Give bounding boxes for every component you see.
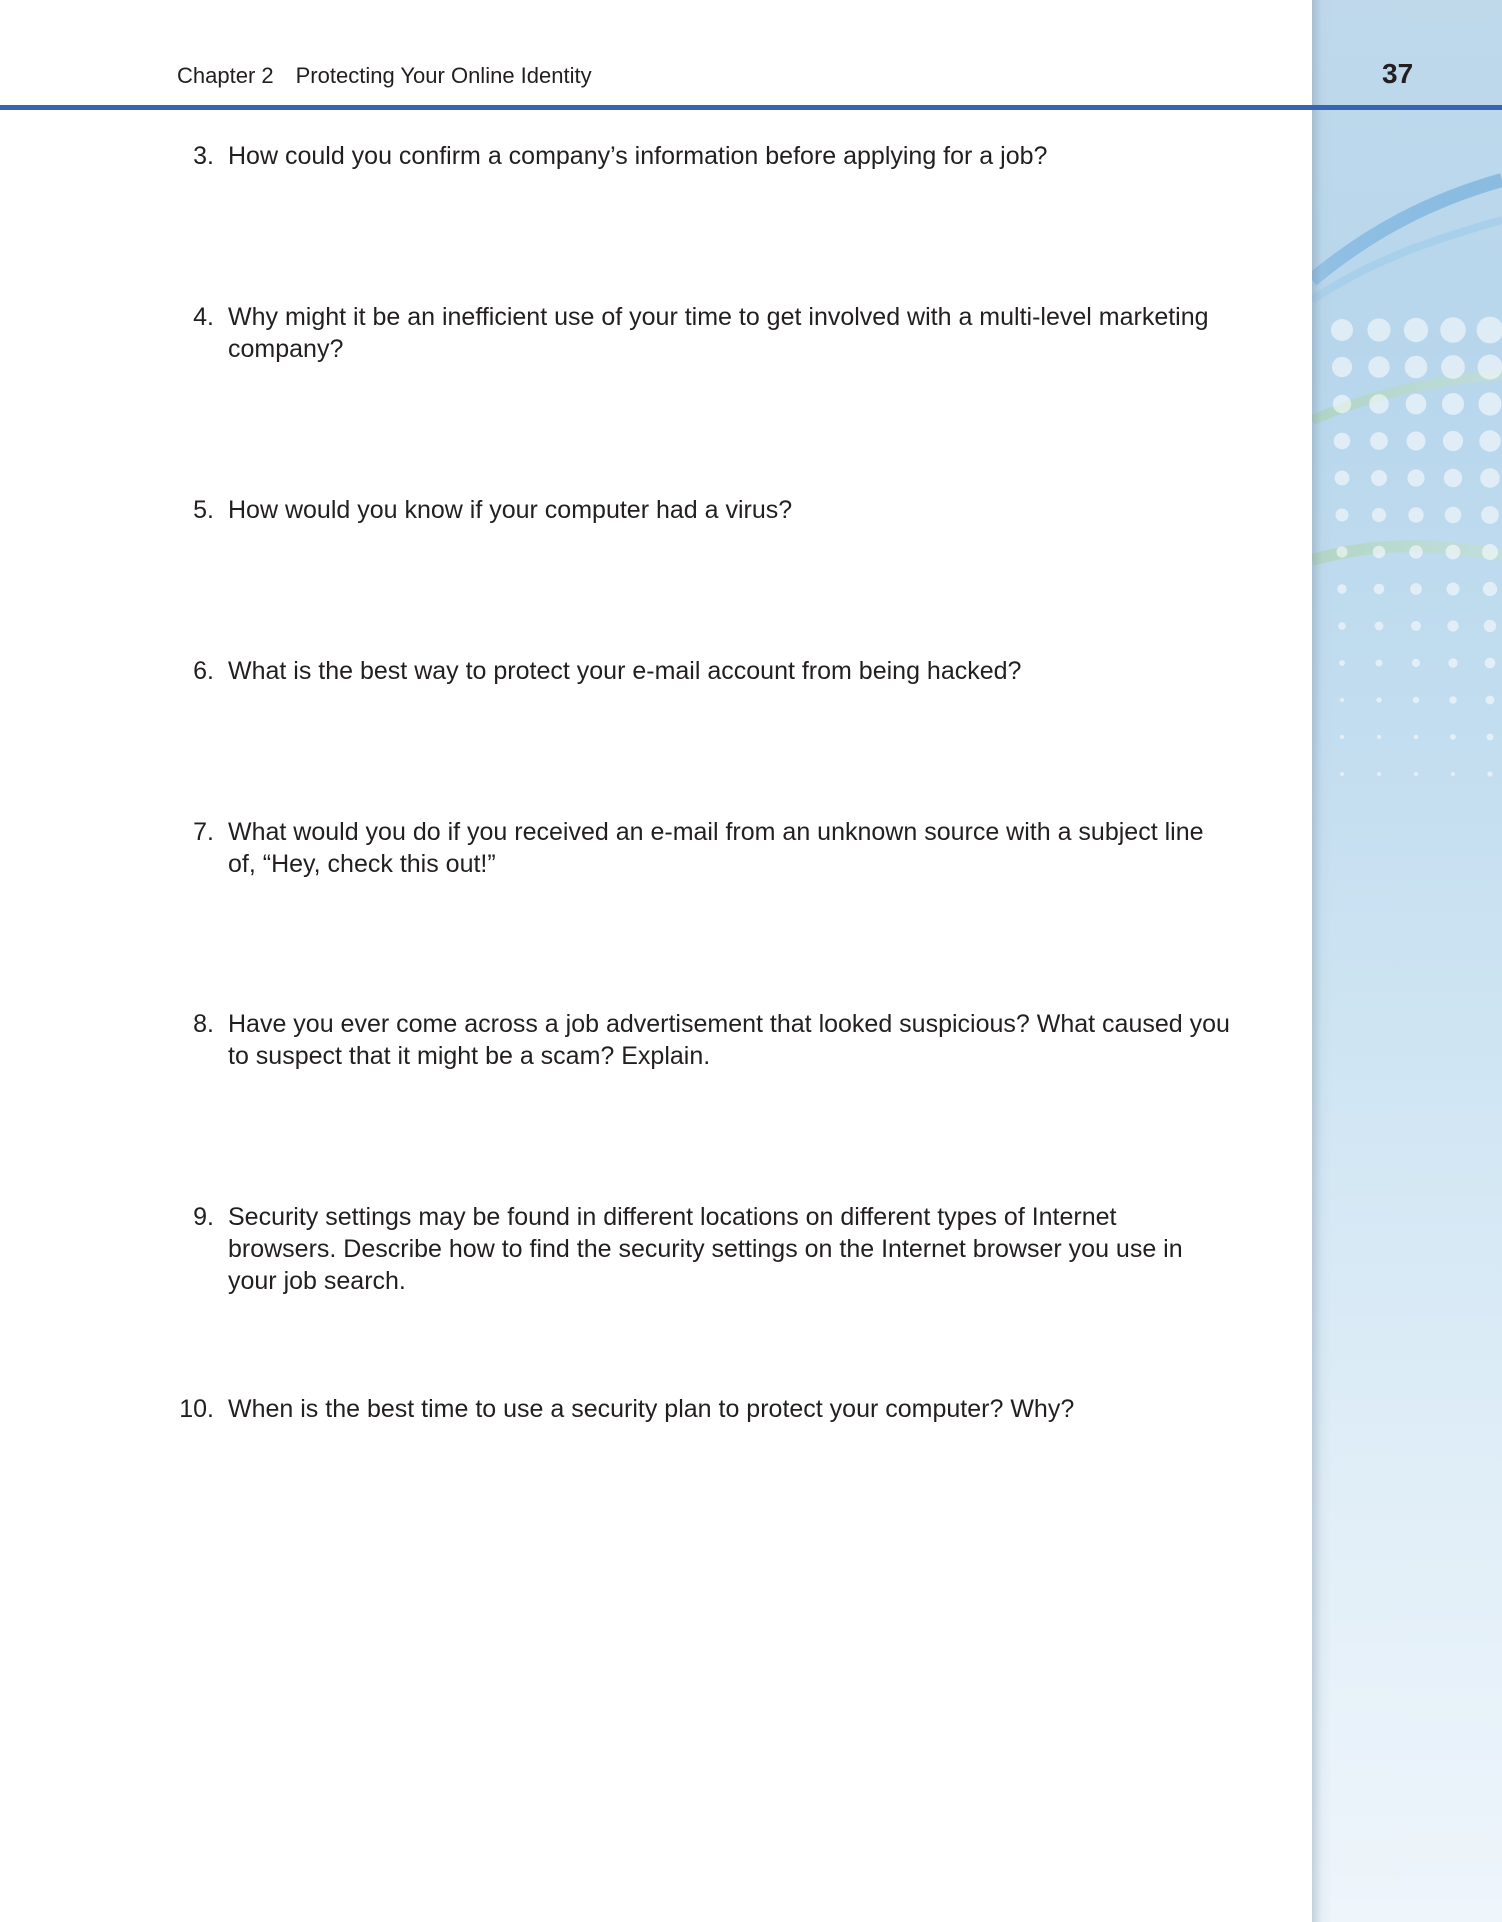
decor-dot: [1481, 506, 1499, 524]
page-header: [0, 0, 1502, 112]
decor-dot: [1333, 395, 1351, 413]
dot-pattern-graphic: [1312, 0, 1502, 1922]
question-number: 3.: [193, 142, 214, 170]
decor-dot: [1373, 546, 1385, 558]
decor-dot: [1446, 545, 1461, 560]
decor-dot: [1487, 734, 1494, 741]
decor-dot: [1407, 469, 1424, 486]
question-text: Have you ever come across a job advertisement that looked suspicious? What caused you to suspect that it might be a scam? Explain.: [228, 1010, 1230, 1070]
decor-dot: [1440, 317, 1466, 343]
decor-dot: [1340, 735, 1344, 739]
running-head: [177, 63, 592, 89]
decor-dot: [1405, 356, 1428, 379]
decor-dot: [1487, 771, 1492, 776]
decor-dot: [1485, 658, 1496, 669]
decor-dot: [1334, 433, 1351, 450]
decor-dot: [1337, 584, 1346, 593]
decor-dot: [1375, 622, 1384, 631]
question-item: [170, 655, 1230, 687]
decor-dot: [1371, 470, 1387, 486]
question-text: What would you do if you received an e-mail from an unknown source with a subject line of, “Hey, check this out!”: [228, 818, 1204, 878]
decorative-side-band: [1312, 0, 1502, 1922]
chapter-label: Chapter 2: [177, 63, 274, 88]
decor-dot: [1450, 734, 1456, 740]
decor-dot: [1414, 735, 1419, 740]
question-item: [170, 140, 1230, 172]
decor-dot: [1483, 582, 1497, 596]
decor-dot: [1447, 583, 1460, 596]
page-number: 37: [1382, 58, 1414, 89]
question-item: [170, 494, 1230, 526]
question-item: [170, 301, 1230, 365]
decor-dot: [1372, 508, 1386, 522]
decor-dot: [1374, 584, 1385, 595]
decor-dot: [1332, 357, 1352, 377]
decor-dot: [1411, 621, 1421, 631]
decor-dot: [1449, 696, 1457, 704]
decor-dot: [1339, 660, 1345, 666]
decor-dot: [1340, 772, 1344, 776]
decor-dot: [1484, 620, 1496, 632]
decor-dot: [1331, 319, 1353, 341]
decor-dot: [1336, 546, 1347, 557]
question-number: 5.: [193, 496, 214, 524]
decor-dot: [1377, 772, 1381, 776]
band-shadow: [1312, 0, 1332, 1922]
decor-dot: [1445, 507, 1462, 524]
header-rule: [0, 105, 1502, 110]
decor-dot: [1478, 392, 1501, 415]
question-item: [170, 1201, 1230, 1297]
decor-dot: [1410, 583, 1422, 595]
decor-dot: [1335, 471, 1350, 486]
decor-dot: [1448, 658, 1457, 667]
decor-dot: [1414, 772, 1418, 776]
decor-dot: [1369, 394, 1389, 414]
decor-dot: [1477, 317, 1502, 344]
question-text: Why might it be an inefficient use of your time to get involved with a multi-level marketing company?: [228, 303, 1209, 363]
decor-dot: [1338, 622, 1346, 630]
decor-dot: [1340, 698, 1344, 702]
question-number: 4.: [193, 303, 214, 331]
decor-dot: [1443, 431, 1463, 451]
question-number: 9.: [193, 1203, 214, 1231]
decor-dot: [1486, 696, 1495, 705]
question-item: [170, 1393, 1230, 1425]
decor-dot: [1368, 356, 1389, 377]
decor-dot: [1376, 697, 1381, 702]
question-item: [170, 816, 1230, 880]
question-number: 8.: [193, 1010, 214, 1038]
decor-dot: [1336, 509, 1349, 522]
decor-dot: [1370, 432, 1388, 450]
chapter-title: Protecting Your Online Identity: [295, 63, 592, 88]
question-text: What is the best way to protect your e-mail account from being hacked?: [228, 657, 1022, 685]
decor-dot: [1482, 544, 1498, 560]
question-number: 7.: [193, 818, 214, 846]
decor-dot: [1447, 620, 1458, 631]
decor-dot: [1441, 355, 1465, 379]
decor-dot: [1412, 659, 1420, 667]
decor-dot: [1478, 355, 1502, 380]
decor-dot: [1404, 318, 1428, 342]
decor-dot: [1407, 432, 1426, 451]
decor-dot: [1444, 469, 1462, 487]
question-number: 10.: [179, 1395, 214, 1423]
decor-dot: [1409, 545, 1423, 559]
decor-dot: [1451, 772, 1455, 776]
question-text: When is the best time to use a security plan to protect your computer? Why?: [228, 1395, 1075, 1423]
decor-dot: [1479, 430, 1500, 451]
decor-dot: [1377, 735, 1381, 739]
question-number: 6.: [193, 657, 214, 685]
decor-dot: [1376, 660, 1383, 667]
decor-dot: [1442, 393, 1464, 415]
decor-dot: [1406, 394, 1427, 415]
question-text: How could you confirm a company’s information before applying for a job?: [228, 142, 1048, 170]
question-item: [170, 1008, 1230, 1072]
question-text: How would you know if your computer had a virus?: [228, 496, 793, 524]
decor-dot: [1480, 468, 1500, 488]
decor-dot: [1367, 318, 1390, 341]
question-text: Security settings may be found in different locations on different types of Internet browsers. Describe how to find the security settings on the Internet browser you use in your job search.: [228, 1203, 1183, 1295]
decor-dot: [1413, 697, 1419, 703]
decor-dot: [1408, 507, 1423, 522]
